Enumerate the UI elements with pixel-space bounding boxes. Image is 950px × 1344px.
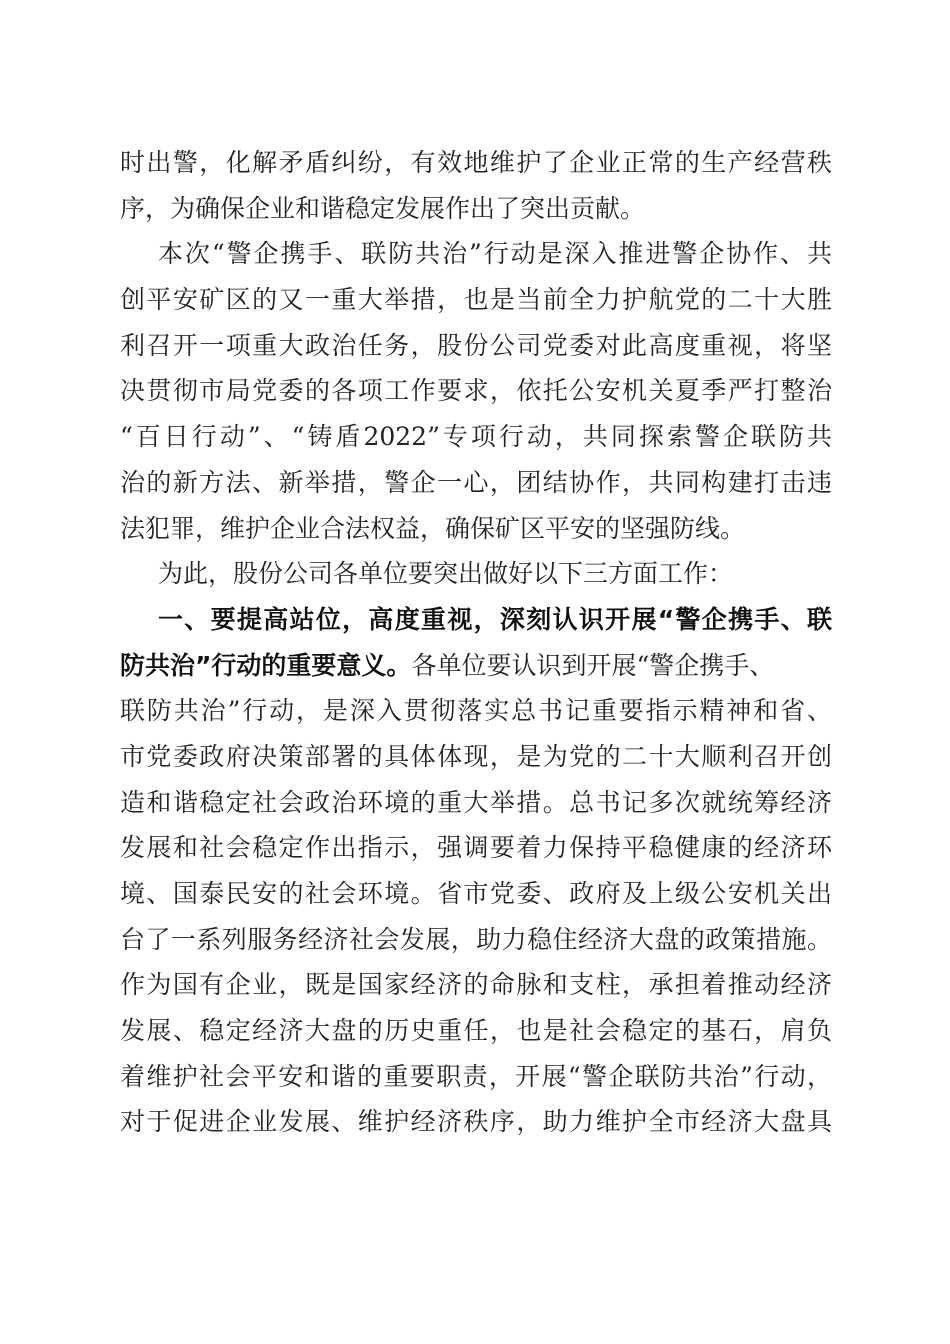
text-line: 治的新方法、新举措，警企一心，团结协作，共同构建打击违 [120,467,832,497]
text-line: 序，为确保企业和谐稳定发展作出了突出贡献。 [120,193,646,223]
text-line-mixed [120,643,832,689]
text-line: 本次“警企携手、联防共治”行动是深入推进警企协作、共 [158,239,832,269]
section-heading-tail: 防共治”行动的重要意义。 [120,650,412,680]
text-line: 为此，股份公司各单位要突出做好以下三方面工作： [158,559,734,589]
text-line: 法犯罪，维护企业合法权益，确保矿区平安的坚强防线。 [120,513,746,543]
text-line: 市党委政府决策部署的具体体现，是为党的二十大顺利召开创 [120,741,832,771]
text-line: 着维护社会平安和谐的重要职责，开展“警企联防共治”行动， [120,1061,832,1091]
text-line: 创平安矿区的又一重大举措，也是当前全力护航党的二十大胜 [120,285,832,315]
text-line: 联防共治”行动，是深入贯彻落实总书记重要指示精神和省、 [120,696,832,726]
text-line: “百日行动”、“铸盾2022”专项行动，共同探索警企联防共 [120,422,832,452]
text-line: 造和谐稳定社会政治环境的重大举措。总书记多次就统筹经济 [120,787,832,817]
text-line: 时出警，化解矛盾纠纷，有效地维护了企业正常的生产经营秩 [120,148,832,177]
text-line: 对于促进企业发展、维护经济秩序，助力维护全市经济大盘具 [120,1107,832,1137]
text-line: 利召开一项重大政治任务，股份公司党委对此高度重视，将坚 [120,330,832,360]
text-line: 作为国有企业，既是国家经济的命脉和支柱，承担着推动经济 [120,970,832,1000]
text-line: 境、国泰民安的社会环境。省市党委、政府及上级公安机关出 [120,879,832,908]
body-text [120,140,832,1145]
text-line: 发展、稳定经济大盘的历史重任，也是社会稳定的基石，肩负 [120,1016,832,1046]
text-line: 决贯彻市局党委的各项工作要求，依托公安机关夏季严打整治 [120,376,832,406]
text-line: 发展和社会稳定作出指示，强调要着力保持平稳健康的经济环 [120,833,832,863]
text-run: 各单位要认识到开展“警企携手、 [411,650,775,680]
text-line: 台了一系列服务经济社会发展，助力稳住经济大盘的政策措施。 [120,924,832,954]
section-heading-line: 一、要提高站位，高度重视，深刻认识开展“警企携手、联 [158,604,832,634]
